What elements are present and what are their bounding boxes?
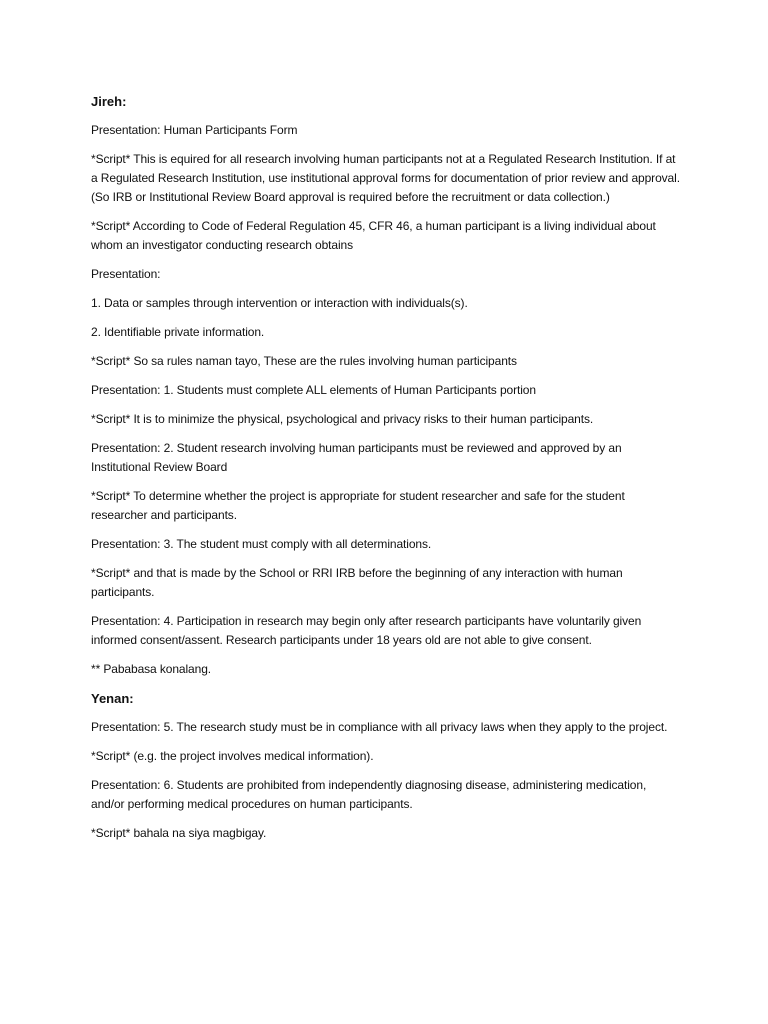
paragraph: Presentation: 5. The research study must be in compliance with all privacy laws when they apply to the project. bbox=[91, 720, 668, 734]
paragraph: Presentation: 3. The student must comply with all determinations. bbox=[91, 537, 432, 551]
list-item: 2. Identifiable private information. bbox=[91, 325, 265, 339]
paragraph: ** Pababasa konalang. bbox=[91, 662, 211, 676]
paragraph: *Script* and that is made by the School or RRI IRB before the beginning of any interaction with human participants. bbox=[91, 566, 623, 599]
paragraph: Presentation: bbox=[91, 267, 161, 281]
document-page bbox=[91, 92, 681, 853]
paragraph: *Script* It is to minimize the physical, psychological and privacy risks to their human participants. bbox=[91, 412, 594, 426]
paragraph: *Script* This is equired for all research involving human participants not at a Regulated Research Institution. If at a Regulated Research Institution, use institutional approval forms for documentation of prior review and approval. (So IRB or Institutional Review Board approval is required before the recruitment or data collection.) bbox=[91, 152, 680, 204]
paragraph: *Script* According to Code of Federal Regulation 45, CFR 46, a human participant is a living individual about whom an investigator conducting research obtains bbox=[91, 219, 656, 252]
section-heading-jireh: Jireh: bbox=[91, 94, 127, 109]
paragraph: *Script* (e.g. the project involves medical information). bbox=[91, 749, 374, 763]
list-item: 1. Data or samples through intervention or interaction with individuals(s). bbox=[91, 296, 468, 310]
paragraph: Presentation: 1. Students must complete ALL elements of Human Participants portion bbox=[91, 383, 536, 397]
paragraph: *Script* To determine whether the project is appropriate for student researcher and safe for the student researcher and participants. bbox=[91, 489, 625, 522]
paragraph: Presentation: Human Participants Form bbox=[91, 123, 298, 137]
paragraph: Presentation: 2. Student research involving human participants must be reviewed and approved by an Institutional Review Board bbox=[91, 441, 622, 474]
section-heading-yenan: Yenan: bbox=[91, 691, 134, 706]
paragraph: Presentation: 4. Participation in research may begin only after research participants have voluntarily given informed consent/assent. Research participants under 18 years old are not able to give consent. bbox=[91, 614, 642, 647]
paragraph: *Script* bahala na siya magbigay. bbox=[91, 826, 267, 840]
paragraph: Presentation: 6. Students are prohibited from independently diagnosing disease, administering medication, and/or performing medical procedures on human participants. bbox=[91, 778, 647, 811]
paragraph: *Script* So sa rules naman tayo, These are the rules involving human participants bbox=[91, 354, 517, 368]
